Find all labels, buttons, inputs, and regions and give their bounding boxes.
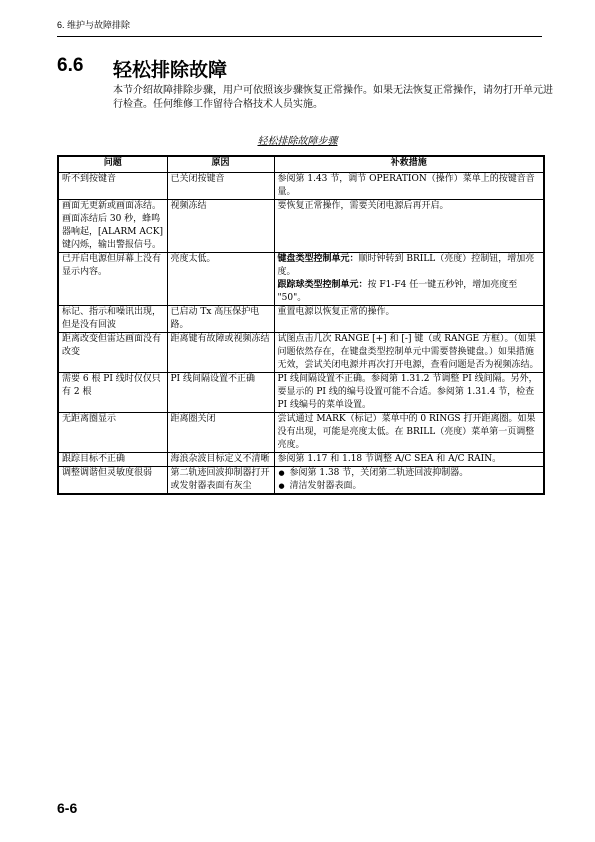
keyboard-unit-label: 键盘类型控制单元： — [277, 254, 359, 264]
intro-paragraph: 本节介绍故障排除步骤，用户可依照该步骤恢复正常操作。如果无法恢复正常操作，请勿打开单元进行检查。任何维修工作留待合格技术人员实施。 — [113, 85, 553, 110]
cause-cell: 距离键有故障或视频冻结 — [167, 333, 274, 373]
table-row — [58, 333, 544, 373]
trackball-unit-text: 按 F1-F4 任一键五秒钟，增加亮度至 "50"。 — [277, 280, 518, 303]
remedy-cell — [274, 467, 544, 495]
table-row — [58, 413, 544, 453]
cause-cell: 第二轨迹回波抑制器打开或发射器表面有灰尘 — [167, 467, 274, 495]
page-number: 6-6 — [57, 800, 78, 816]
table-row — [58, 173, 544, 200]
trackball-unit-label: 跟踪球类型控制单元： — [277, 280, 368, 290]
problem-cell: 画面无更新或画面冻结。画面冻结后 30 秒，蜂鸣器响起，[ALARM ACK] 键闪烁，输出警报信号。 — [58, 200, 167, 253]
problem-cell: 需要 6 根 PI 线时仅仅只有 2 根 — [58, 373, 167, 413]
table-caption: 轻松排除故障步骤 — [257, 136, 338, 147]
remedy-cell: 尝试通过 MARK（标记）菜单中的 0 RINGS 打开距离圈。如果没有出现，可能是亮度太低。在 BRILL（亮度）菜单第一页调整亮度。 — [274, 413, 544, 453]
cause-cell: 亮度太低。 — [167, 253, 274, 306]
problem-cell: 标记、指示和噪讯出现，但是没有回波 — [58, 306, 167, 333]
remedy-cell — [274, 253, 544, 306]
table-header-row — [58, 156, 544, 173]
section-title: 轻松排除故障 — [113, 59, 228, 81]
header-cause: 原因 — [167, 156, 274, 173]
problem-cell: 已开启电源但屏幕上没有显示内容。 — [58, 253, 167, 306]
remedy-cell: PI 线间隔设置不正确。参阅第 1.31.2 节调整 PI 线间隔。另外，要显示的 PI 线的编号设置可能不合适。参阅第 1.31.4 节，检查 PI 线编号的菜单设置。 — [274, 373, 544, 413]
keyboard-unit-text: 顺时钟转到 BRILL（亮度）控制钮，增加亮度。 — [277, 254, 535, 277]
troubleshooting-table — [57, 155, 545, 495]
remedy-bullet-list — [278, 467, 541, 493]
cause-cell: PI 线间隔设置不正确 — [167, 373, 274, 413]
remedy-cell: 试图点击几次 RANGE [+] 和 [-] 键（或 RANGE 方框）。（如果问题依然存在，在键盘类型控制单元中需要替换键盘。）如果措施无效，尝试关闭电源并再次打开电源，查看问题是否为视频冻结。 — [274, 333, 544, 373]
remedy-bullet-item: ● 参阅第 1.38 节，关闭第二轨迹回波抑制器。 — [290, 467, 541, 480]
table-row — [58, 467, 544, 495]
remedy-bullet-item: ● 清洁发射器表面。 — [290, 480, 541, 493]
cause-cell: 已关闭按键音 — [167, 173, 274, 200]
cause-cell: 已启动 Tx 高压保护电路。 — [167, 306, 274, 333]
problem-cell: 无距离圈显示 — [58, 413, 167, 453]
problem-cell: 调整调谐但灵敏度很弱 — [58, 467, 167, 495]
header-divider — [57, 36, 542, 37]
chapter-header: 6. 维护与故障排除 — [57, 20, 131, 30]
remedy-cell: 参阅第 1.17 和 1.18 节调整 A/C SEA 和 A/C RAIN。 — [274, 453, 544, 467]
cause-cell: 距离圈关闭 — [167, 413, 274, 453]
cause-cell: 海浪杂波目标定义不清晰 — [167, 453, 274, 467]
section-number: 6.6 — [57, 55, 84, 76]
table-row — [58, 306, 544, 333]
remedy-cell: 要恢复正常操作，需要关闭电源后再开启。 — [274, 200, 544, 253]
remedy-cell: 重置电源以恢复正常的操作。 — [274, 306, 544, 333]
table-row — [58, 453, 544, 467]
header-remedy: 补救措施 — [274, 156, 544, 173]
table-row — [58, 253, 544, 306]
table-row — [58, 200, 544, 253]
problem-cell: 距离改变但雷达画面没有改变 — [58, 333, 167, 373]
problem-cell: 听不到按键音 — [58, 173, 167, 200]
cause-cell: 视频冻结 — [167, 200, 274, 253]
problem-cell: 跟踪目标不正确 — [58, 453, 167, 467]
remedy-cell: 参阅第 1.43 节，调节 OPERATION（操作）菜单上的按键音音量。 — [274, 173, 544, 200]
table-row — [58, 373, 544, 413]
header-problem: 问题 — [58, 156, 167, 173]
